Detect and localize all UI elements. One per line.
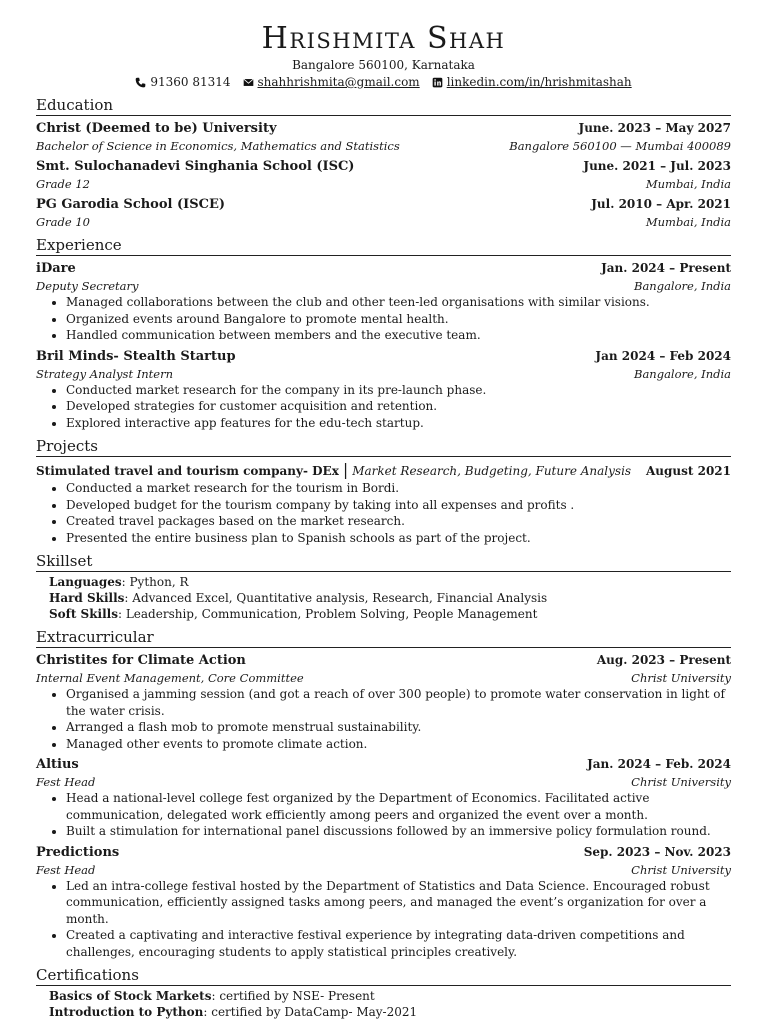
section-title-certifications: Certifications — [36, 966, 731, 986]
resume-header — [36, 22, 731, 90]
date-range: Aug. 2023 – Present — [596, 653, 731, 667]
date-range: Jan 2024 – Feb 2024 — [595, 348, 731, 363]
projects-section — [36, 437, 731, 546]
skill-label: Hard Skills — [49, 591, 125, 605]
date-range: Sep. 2023 – Nov. 2023 — [583, 844, 731, 859]
skill-label: Soft Skills — [49, 607, 118, 621]
list-item: • Developed strategies for customer acquisition and retention. — [66, 398, 731, 415]
certification-value: : certified by DataCamp- May-2021 — [203, 1005, 418, 1019]
skills-list — [36, 574, 731, 622]
list-item: • Managed collaborations between the club and other teen-led organisations with similar visions. — [66, 294, 731, 311]
list-item: • Handled communication between members and the executive team. — [66, 327, 731, 344]
skill-value: : Leadership, Communication, Problem Solving, People Management — [117, 607, 538, 621]
location: Christ University — [631, 775, 731, 789]
list-item: • Organised a jamming session (and got a reach of over 300 people) to promote water conservation in light of the water crisis. — [66, 686, 731, 719]
contact-line — [36, 74, 731, 90]
project-entry — [36, 460, 731, 546]
resume-page — [36, 20, 731, 1020]
institution-name: PG Garodia School (ISCE) — [36, 197, 226, 212]
linkedin-icon — [432, 77, 443, 88]
institution-name: Christ (Deemed to be) University — [36, 121, 277, 136]
list-item: • Managed other events to promote climate action. — [66, 736, 731, 753]
skill-line — [49, 590, 731, 606]
location: Mumbai, India — [645, 215, 731, 229]
location: Christ University — [631, 862, 731, 877]
project-tech: Market Research, Budgeting, Future Analysis — [352, 464, 632, 478]
project-name: Stimulated travel and tourism company- DEx — [36, 464, 339, 478]
list-item: • Organized events around Bangalore to promote mental health. — [66, 311, 731, 328]
education-entry — [36, 157, 731, 192]
degree: Grade 10 — [36, 215, 90, 229]
bullet-list — [36, 790, 731, 840]
separator: | — [342, 460, 349, 479]
email-item[interactable] — [243, 74, 420, 90]
location: Christ University — [631, 671, 731, 685]
skill-value: : Advanced Excel, Quantitative analysis, Research, Financial Analysis — [124, 591, 548, 605]
envelope-icon — [243, 77, 254, 88]
degree: Bachelor of Science in Economics, Mathematics and Statistics — [36, 139, 400, 153]
skill-value: : Python, R — [121, 575, 189, 589]
bullet-list — [36, 686, 731, 752]
certification-line — [49, 988, 731, 1004]
location: Mumbai, India — [645, 177, 731, 191]
phone-number: 91360 81314 — [150, 75, 231, 89]
extracurricular-section — [36, 628, 731, 960]
education-section — [36, 96, 731, 230]
experience-section — [36, 236, 731, 431]
list-item: • Explored interactive app features for the edu-tech startup. — [66, 415, 731, 432]
date-range: Jan. 2024 – Feb. 2024 — [587, 757, 731, 771]
date-range: Jan. 2024 – Present — [601, 261, 731, 275]
certification-label: Introduction to Python — [49, 1005, 204, 1019]
list-item: • Led an intra-college festival hosted by the Department of Statistics and Data Science. Encouraged robust communication, efficiently assigned tasks among peers, and managed the event’s organization for over a month. — [66, 878, 731, 928]
project-heading — [36, 460, 631, 479]
skillset-section — [36, 552, 731, 622]
candidate-name: Hrishmita Shah — [261, 21, 506, 56]
role: Deputy Secretary — [36, 279, 139, 293]
email-link[interactable]: shahhrishmita@gmail.com — [257, 75, 420, 89]
list-item: • Presented the entire business plan to Spanish schools as part of the project. — [66, 530, 731, 547]
skill-label: Languages — [49, 575, 122, 589]
extracurricular-entry — [36, 843, 731, 961]
location: Bangalore 560100 — Mumbai 400089 — [509, 139, 731, 153]
date-range: June. 2023 – May 2027 — [578, 121, 731, 135]
education-entry — [36, 195, 731, 230]
institution-name: Smt. Sulochanadevi Singhania School (ISC) — [36, 159, 355, 174]
list-item: • Created travel packages based on the market research. — [66, 513, 731, 530]
certification-value: : certified by NSE- Present — [211, 989, 375, 1003]
experience-entry — [36, 347, 731, 432]
list-item: • Head a national-level college fest organized by the Department of Economics. Facilitated active communication, delegated work efficiently among peers and organized the event over a month. — [66, 790, 731, 823]
list-item: • Conducted market research for the company in its pre-launch phase. — [66, 382, 731, 399]
phone-item[interactable] — [135, 74, 230, 90]
role: Fest Head — [36, 775, 96, 789]
role: Strategy Analyst Intern — [36, 366, 173, 381]
list-item: • Developed budget for the tourism company by taking into all expenses and profits . — [66, 497, 731, 514]
degree: Grade 12 — [36, 177, 90, 191]
date-range: August 2021 — [645, 464, 731, 478]
organization-name: Christites for Climate Action — [36, 653, 246, 668]
skill-line — [49, 574, 731, 590]
section-title-skillset: Skillset — [36, 552, 731, 572]
organization-name: iDare — [36, 261, 76, 276]
extracurricular-entry — [36, 651, 731, 752]
section-title-projects: Projects — [36, 437, 731, 457]
organization-name: Altius — [36, 757, 79, 772]
bullet-list — [36, 878, 731, 961]
bullet-list — [36, 480, 731, 546]
section-title-extracurricular: Extracurricular — [36, 628, 731, 648]
linkedin-item[interactable] — [432, 74, 632, 90]
bullet-list — [36, 382, 731, 432]
education-entry — [36, 119, 731, 154]
organization-name: Bril Minds- Stealth Startup — [36, 348, 236, 364]
list-item: • Arranged a flash mob to promote menstrual sustainability. — [66, 719, 731, 736]
certification-label: Basics of Stock Markets — [49, 989, 212, 1003]
certifications-section — [36, 966, 731, 1020]
address: Bangalore 560100, Karnataka — [292, 58, 475, 72]
certification-line — [49, 1004, 731, 1020]
phone-icon — [135, 77, 146, 88]
experience-entry — [36, 259, 731, 344]
skill-line — [49, 606, 731, 622]
list-item: • Created a captivating and interactive festival experience by integrating data-driven competitions and challenges, encouraging students to apply statistical principles creatively. — [66, 927, 731, 960]
linkedin-link[interactable]: linkedin.com/in/hrishmitashah — [446, 75, 632, 89]
bullet-list — [36, 294, 731, 344]
date-range: Jul. 2010 – Apr. 2021 — [591, 197, 731, 211]
location: Bangalore, India — [634, 366, 731, 381]
role: Internal Event Management, Core Committee — [36, 671, 304, 685]
certifications-list — [36, 988, 731, 1020]
list-item: • Conducted a market research for the tourism in Bordi. — [66, 480, 731, 497]
extracurricular-entry — [36, 755, 731, 840]
date-range: June. 2021 – Jul. 2023 — [583, 159, 731, 173]
section-title-education: Education — [36, 96, 731, 116]
organization-name: Predictions — [36, 844, 120, 860]
section-title-experience: Experience — [36, 236, 731, 256]
list-item: • Built a stimulation for international panel discussions followed by an immersive policy formulation round. — [66, 823, 731, 840]
role: Fest Head — [36, 862, 96, 877]
location: Bangalore, India — [634, 279, 731, 293]
